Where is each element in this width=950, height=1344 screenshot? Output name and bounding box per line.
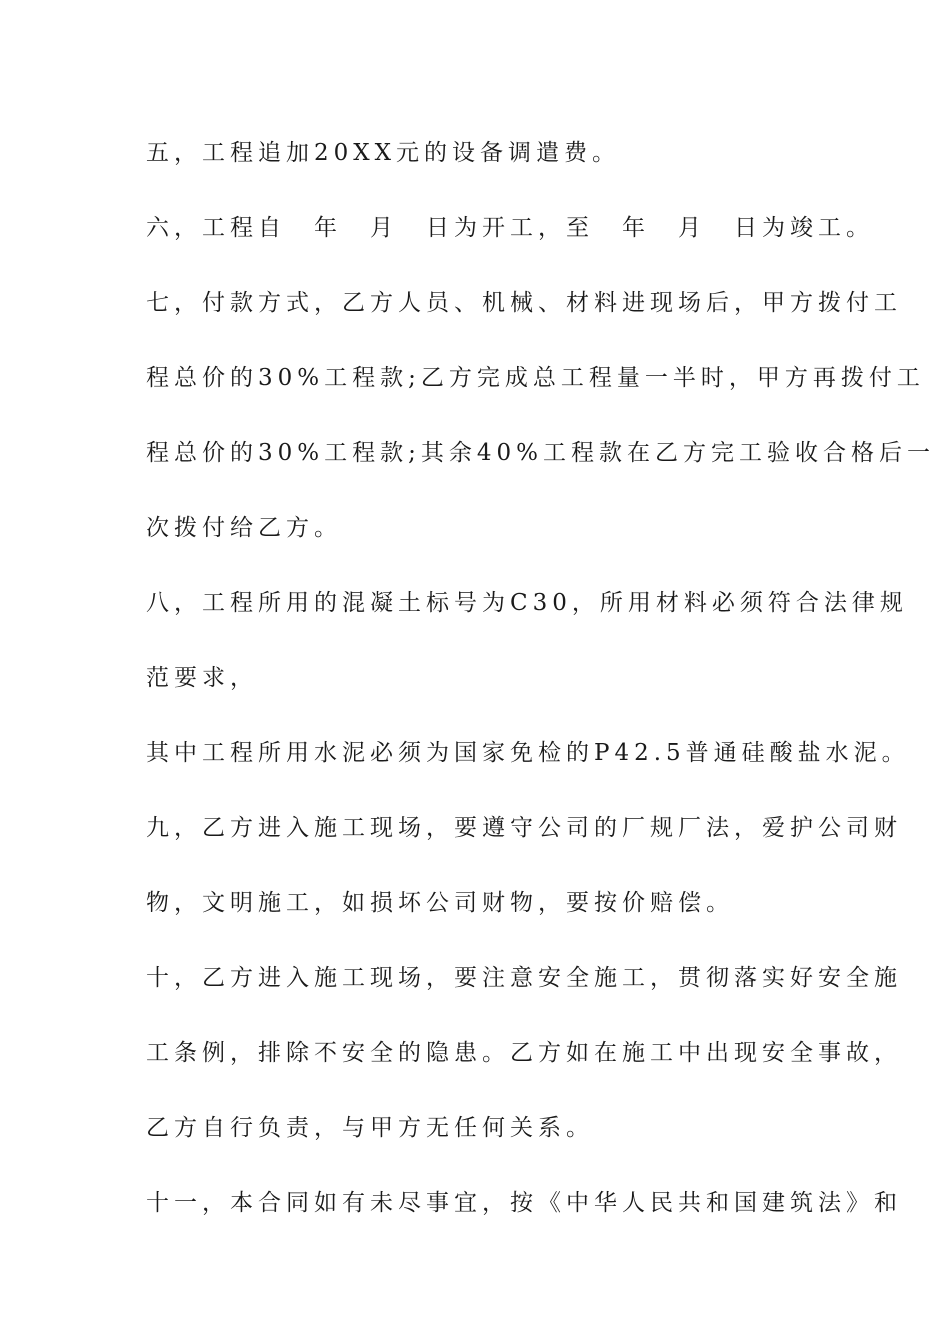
text-line: 八，工程所用的混凝土标号为C30，所用材料必须符合法律规 (146, 590, 908, 616)
text-line: 七，付款方式，乙方人员、机械、材料进现场后，甲方拨付工 (146, 290, 902, 316)
text-line: 范要求， (146, 665, 258, 691)
text-line: 十一，本合同如有未尽事宜，按《中华人民共和国建筑法》和 (146, 1190, 902, 1216)
text-line: 次拨付给乙方。 (146, 515, 342, 541)
text-line: 程总价的30%工程款;其余40%工程款在乙方完工验收合格后一 (146, 440, 935, 466)
text-line: 工条例，排除不安全的隐患。乙方如在施工中出现安全事故， (146, 1040, 902, 1066)
text-line: 程总价的30%工程款;乙方完成总工程量一半时，甲方再拨付工 (146, 365, 925, 391)
text-line: 乙方自行负责，与甲方无任何关系。 (146, 1115, 594, 1141)
text-line: 六，工程自 年 月 日为开工，至 年 月 日为竣工。 (146, 215, 874, 241)
text-line: 十，乙方进入施工现场，要注意安全施工，贯彻落实好安全施 (146, 965, 902, 991)
text-line: 其中工程所用水泥必须为国家免检的P42.5普通硅酸盐水泥。 (146, 740, 910, 766)
text-line: 物，文明施工，如损坏公司财物，要按价赔偿。 (146, 890, 734, 916)
text-line: 九，乙方进入施工现场，要遵守公司的厂规厂法，爱护公司财 (146, 815, 902, 841)
text-line: 五，工程追加20XX元的设备调遣费。 (146, 140, 621, 166)
